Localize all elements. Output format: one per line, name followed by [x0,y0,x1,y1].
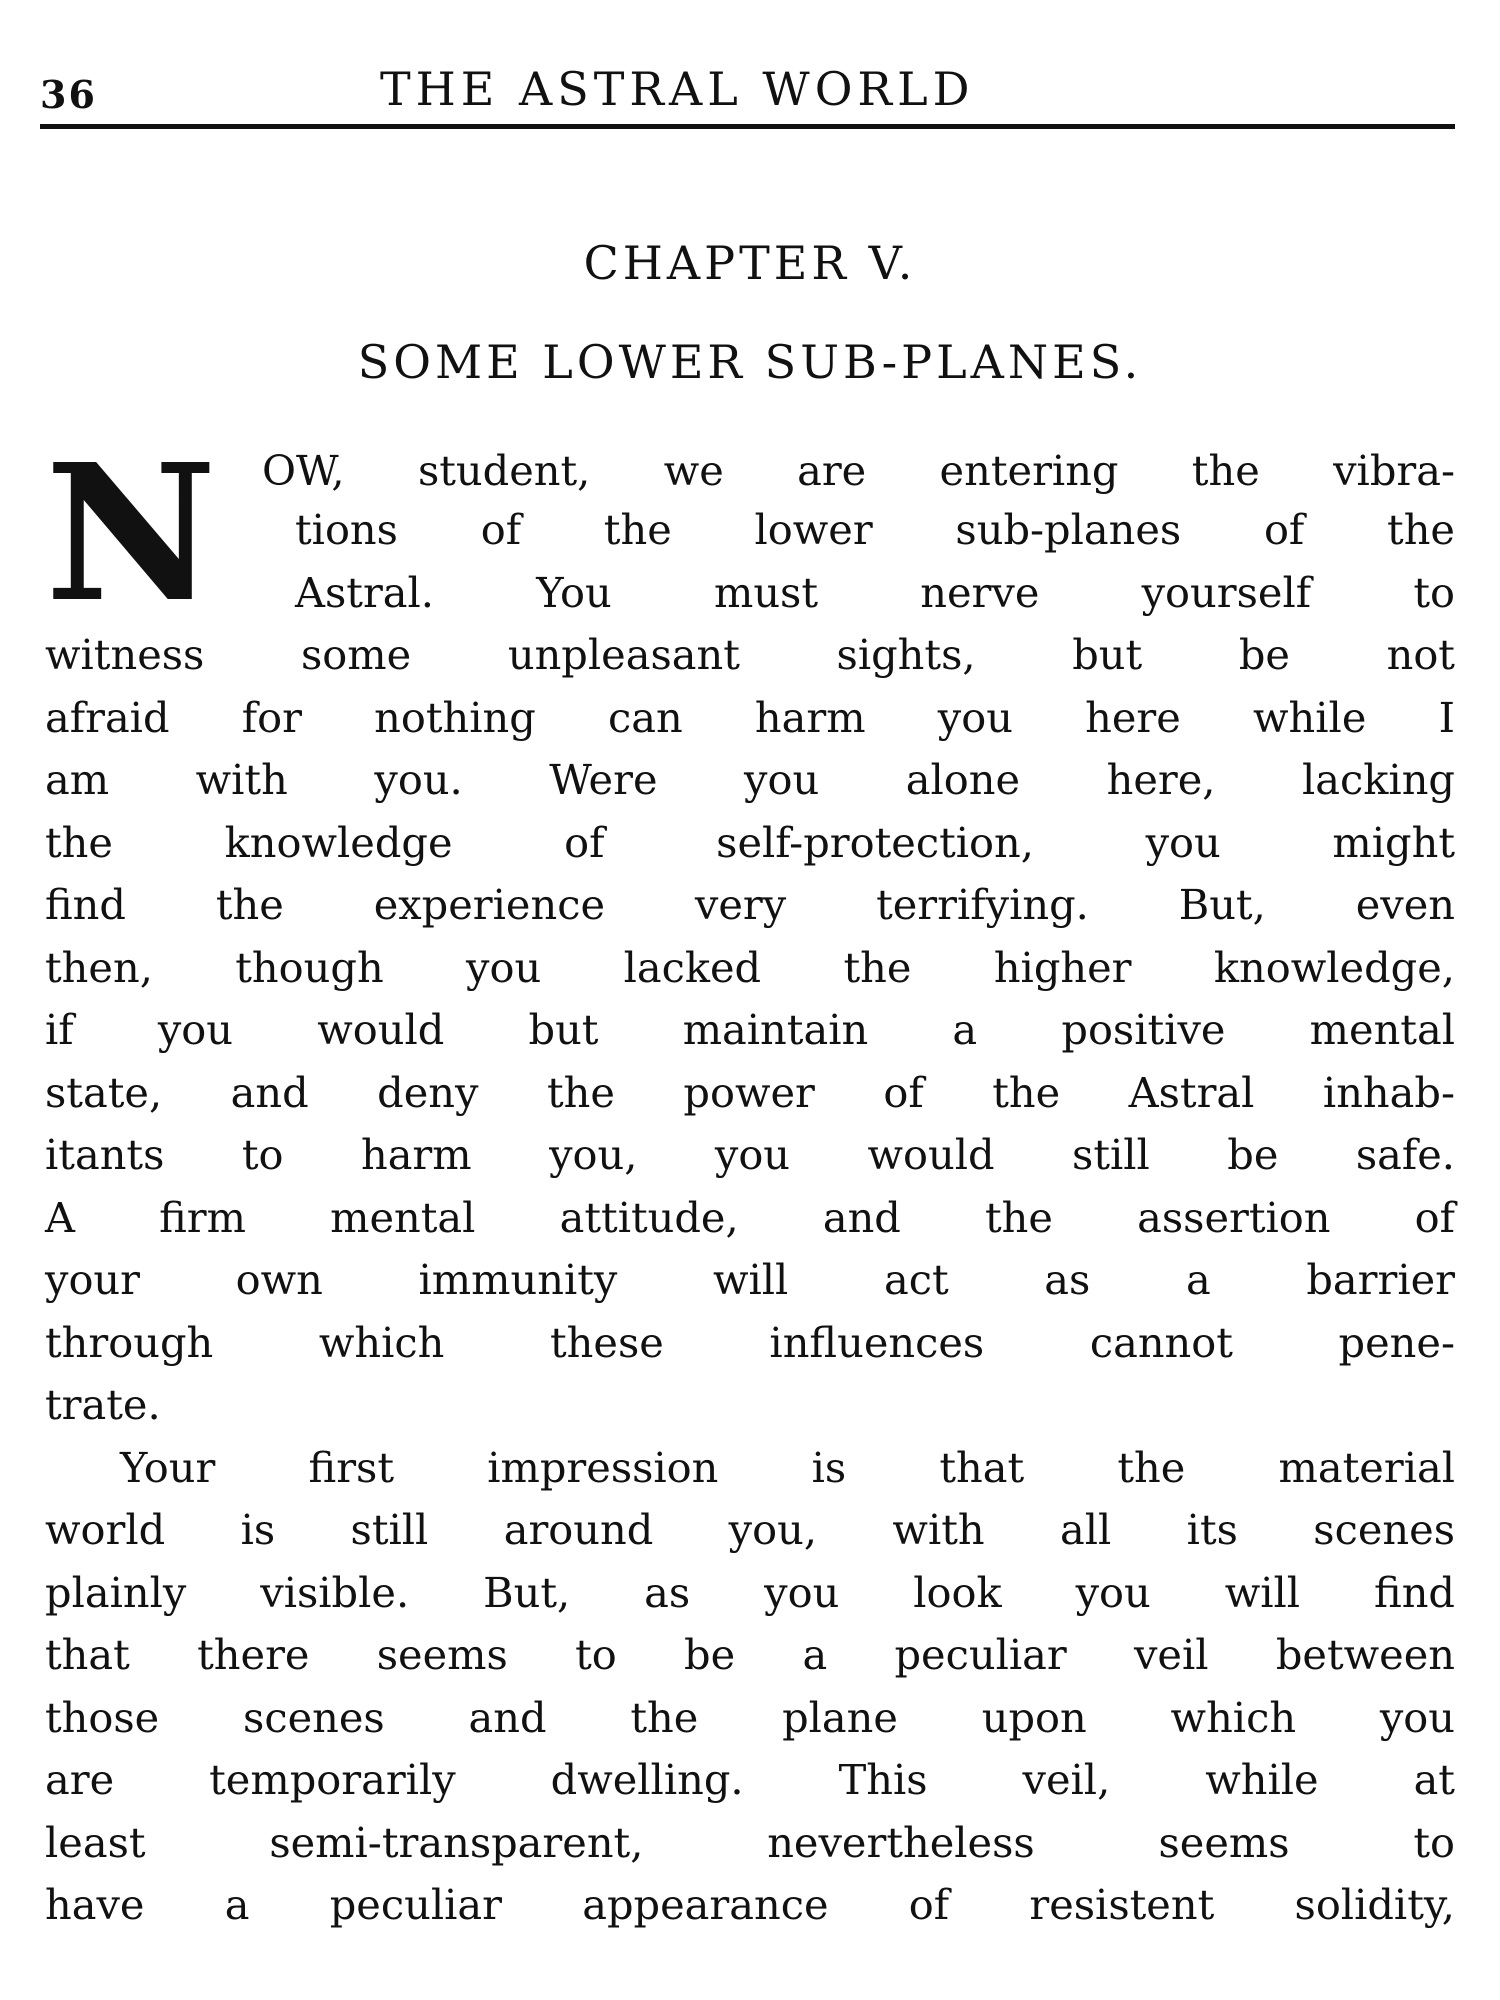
text-line: the knowledge of self-protection, you might [45,818,1455,867]
chapter-subtitle: SOME LOWER SUB-PLANES. [357,335,1143,389]
text-line: are temporarily dwelling. This veil, while at [45,1755,1455,1804]
text-line: am with you. Were you alone here, lacking [45,755,1455,804]
chapter-title: CHAPTER V. [583,236,917,290]
page-number: 36 [40,72,97,117]
text-line: tions of the lower sub-planes of the [295,505,1455,554]
text-line: Your first impression is that the material [120,1443,1455,1492]
text-line: A firm mental attitude, and the assertion of [45,1193,1455,1242]
text-line: those scenes and the plane upon which you [45,1693,1455,1742]
text-line: afraid for nothing can harm you here while I [45,693,1455,742]
text-line: your own immunity will act as a barrier [45,1255,1455,1304]
text-line: OW, student, we are entering the vibra- [262,446,1455,495]
drop-cap: N [45,423,217,644]
page-header [40,62,1455,132]
text-line: have a peculiar appearance of resistent solidity, [45,1880,1455,1929]
text-line: that there seems to be a peculiar veil between [45,1630,1455,1679]
text-line: itants to harm you, you would still be safe. [45,1130,1455,1179]
text-line: plainly visible. But, as you look you will find [45,1568,1455,1617]
text-line: through which these influences cannot pene- [45,1318,1455,1367]
header-rule [40,124,1455,129]
text-line: trate. [45,1380,161,1429]
running-title: THE ASTRAL WORLD [380,62,975,116]
text-line: find the experience very terrifying. But, even [45,880,1455,929]
text-line: if you would but maintain a positive mental [45,1005,1455,1054]
text-line: then, though you lacked the higher knowledge, [45,943,1455,992]
text-line: witness some unpleasant sights, but be not [45,630,1455,679]
text-line: least semi-transparent, nevertheless seems to [45,1818,1455,1867]
text-line: world is still around you, with all its scenes [45,1505,1455,1554]
text-line: state, and deny the power of the Astral inhab- [45,1068,1455,1117]
text-line: Astral. You must nerve yourself to [295,568,1455,617]
